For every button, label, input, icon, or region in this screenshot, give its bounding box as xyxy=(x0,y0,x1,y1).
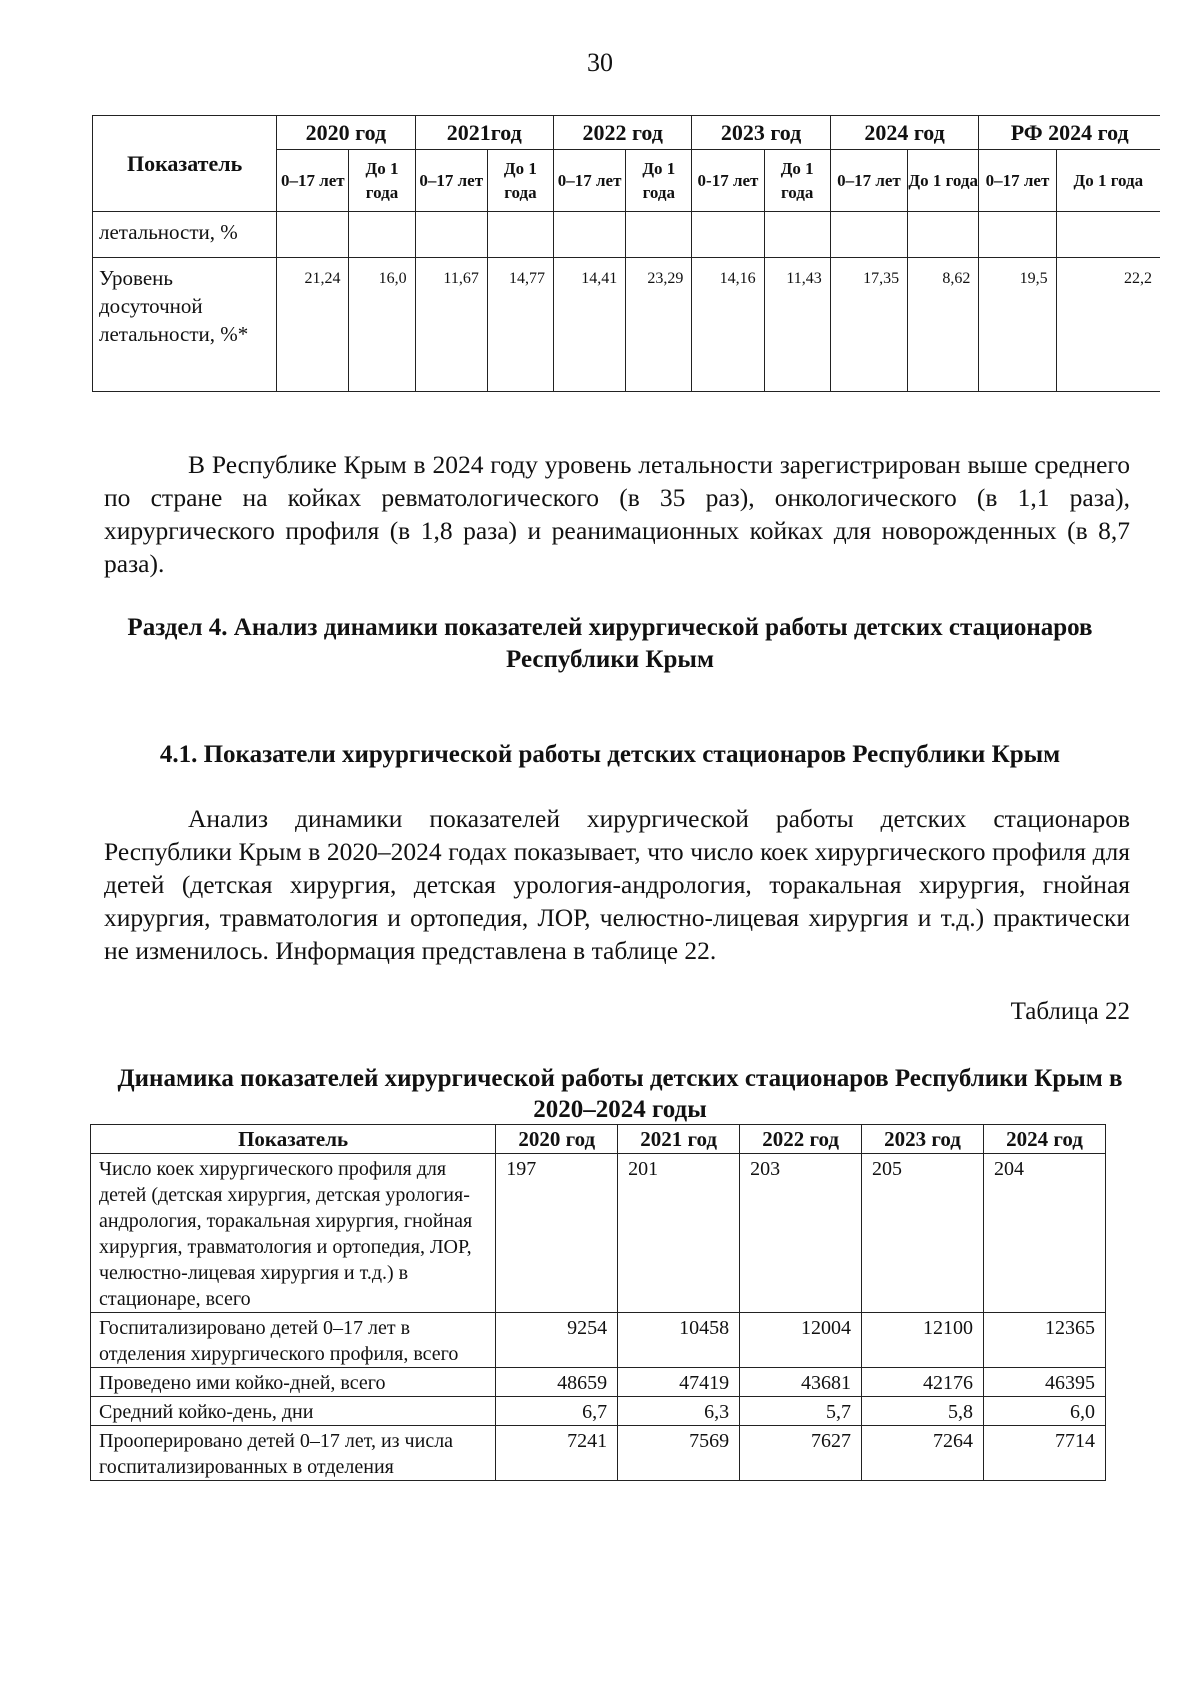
year-header: РФ 2024 год xyxy=(979,116,1160,150)
table-cell: 197 xyxy=(496,1154,618,1313)
page-number: 30 xyxy=(587,48,613,77)
table-cell: 16,0 xyxy=(349,258,415,392)
table-cell: 14,77 xyxy=(487,258,553,392)
table-cell: 42176 xyxy=(862,1368,984,1397)
table-row xyxy=(91,1397,1106,1426)
table-cell: 21,24 xyxy=(277,258,349,392)
infant-subheader: До 1 года xyxy=(1056,150,1160,212)
year-header: 2023 год xyxy=(692,116,830,150)
table-cell: 12100 xyxy=(862,1313,984,1368)
column-header: Показатель xyxy=(91,1125,496,1154)
table-header-row xyxy=(91,1125,1106,1154)
table-row xyxy=(91,1426,1106,1481)
row-label: Госпитализировано детей 0–17 лет в отделения хирургического профиля, всего xyxy=(91,1313,496,1368)
row-label: Средний койко-день, дни xyxy=(91,1397,496,1426)
table-cell: 5,7 xyxy=(740,1397,862,1426)
table-cell: 43681 xyxy=(740,1368,862,1397)
column-header: 2024 год xyxy=(983,1125,1105,1154)
year-header: 2020 год xyxy=(277,116,415,150)
infant-subheader: До 1 года xyxy=(349,150,415,212)
table-label: Таблица 22 xyxy=(1010,998,1130,1025)
table-cell: 6,0 xyxy=(983,1397,1105,1426)
paragraph-surgical-analysis: Анализ динамики показателей хирургической работы детских стационаров Республики Крым в 2020–2024 годах показывает, что число коек хирургического профиля для детей (детская хирургия, детская урология-андрология, торакальная хирургия, гнойная хирургия, травматология и ортопедия, ЛОР, челюстно-лицевая хирургия и т.д.) практически не изменилось. Информация представлена в таблице 22. xyxy=(104,804,1130,965)
table-row xyxy=(91,1368,1106,1397)
table-cell: 5,8 xyxy=(862,1397,984,1426)
row-label: Прооперировано детей 0–17 лет, из числа госпитализированных в отделения xyxy=(91,1426,496,1481)
table-row xyxy=(91,1154,1106,1313)
column-header: 2022 год xyxy=(740,1125,862,1154)
table-cell: 48659 xyxy=(496,1368,618,1397)
table-cell: 7241 xyxy=(496,1426,618,1481)
infant-subheader: До 1 года xyxy=(908,150,979,212)
table-cell: 12365 xyxy=(983,1313,1105,1368)
table-cell: 6,7 xyxy=(496,1397,618,1426)
table-cell: 7264 xyxy=(862,1426,984,1481)
year-header: 2024 год xyxy=(830,116,979,150)
row-label: Проведено ими койко-дней, всего xyxy=(91,1368,496,1397)
infant-subheader: До 1 года xyxy=(487,150,553,212)
table-header-row xyxy=(93,116,1161,150)
section-heading: Раздел 4. Анализ динамики показателей хирургической работы детских стационаров Республики Крым xyxy=(127,614,1093,673)
table-cell: 11,67 xyxy=(415,258,487,392)
table-cell: 17,35 xyxy=(830,258,907,392)
table-cell: 7714 xyxy=(983,1426,1105,1481)
age-subheader: 0-17 лет xyxy=(692,150,764,212)
table-cell: 7627 xyxy=(740,1426,862,1481)
age-subheader: 0–17 лет xyxy=(553,150,625,212)
row-label: летальности, % xyxy=(93,212,277,258)
table-cell: 23,29 xyxy=(626,258,692,392)
year-header: 2021год xyxy=(415,116,553,150)
table-cell: 11,43 xyxy=(764,258,830,392)
row-label: Уровень досуточной летальности, %* xyxy=(93,258,277,392)
indicator-header: Показатель xyxy=(93,116,277,212)
table-cell: 46395 xyxy=(983,1368,1105,1397)
column-header: 2021 год xyxy=(618,1125,740,1154)
table-cell: 8,62 xyxy=(908,258,979,392)
table-cell: 7569 xyxy=(618,1426,740,1481)
age-subheader: 0–17 лет xyxy=(415,150,487,212)
table-cell: 19,5 xyxy=(979,258,1056,392)
year-header: 2022 год xyxy=(553,116,691,150)
table-cell: 203 xyxy=(740,1154,862,1313)
surgical-indicators-table xyxy=(90,1124,1106,1481)
table-row xyxy=(93,212,1161,258)
lethality-table xyxy=(92,115,1160,392)
table-cell: 14,16 xyxy=(692,258,764,392)
infant-subheader: До 1 года xyxy=(626,150,692,212)
table-cell: 205 xyxy=(862,1154,984,1313)
age-subheader: 0–17 лет xyxy=(277,150,349,212)
paragraph-lethality-summary: В Республике Крым в 2024 году уровень летальности зарегистрирован выше среднего по стране на койках ревматологического (в 35 раз), онкологического (в 1,1 раза), хирургического профиля (в 1,8 раза) и реанимационных койках для новорожденных (в 8,7 раза). xyxy=(104,450,1130,578)
age-subheader: 0–17 лет xyxy=(830,150,907,212)
row-label: Число коек хирургического профиля для детей (детская хирургия, детская урология-андрология, торакальная хирургия, гнойная хирургия, травматология и ортопедия, ЛОР, челюстно-лицевая хирургия и т.д.) в стационаре, всего xyxy=(91,1154,496,1313)
table-title: Динамика показателей хирургической работы детских стационаров Республики Крым в 2020–2024 годы xyxy=(117,1065,1123,1123)
table-cell: 201 xyxy=(618,1154,740,1313)
infant-subheader: До 1 года xyxy=(764,150,830,212)
table-cell: 14,41 xyxy=(553,258,625,392)
table-cell: 10458 xyxy=(618,1313,740,1368)
table-cell: 6,3 xyxy=(618,1397,740,1426)
table-cell: 47419 xyxy=(618,1368,740,1397)
table-cell: 9254 xyxy=(496,1313,618,1368)
age-subheader: 0–17 лет xyxy=(979,150,1056,212)
subsection-heading: 4.1. Показатели хирургической работы детских стационаров Республики Крым xyxy=(159,741,1061,768)
table-cell: 12004 xyxy=(740,1313,862,1368)
table-row xyxy=(91,1313,1106,1368)
table-cell: 204 xyxy=(983,1154,1105,1313)
table-cell: 22,2 xyxy=(1056,258,1160,392)
column-header: 2020 год xyxy=(496,1125,618,1154)
table-row xyxy=(93,258,1161,392)
column-header: 2023 год xyxy=(862,1125,984,1154)
